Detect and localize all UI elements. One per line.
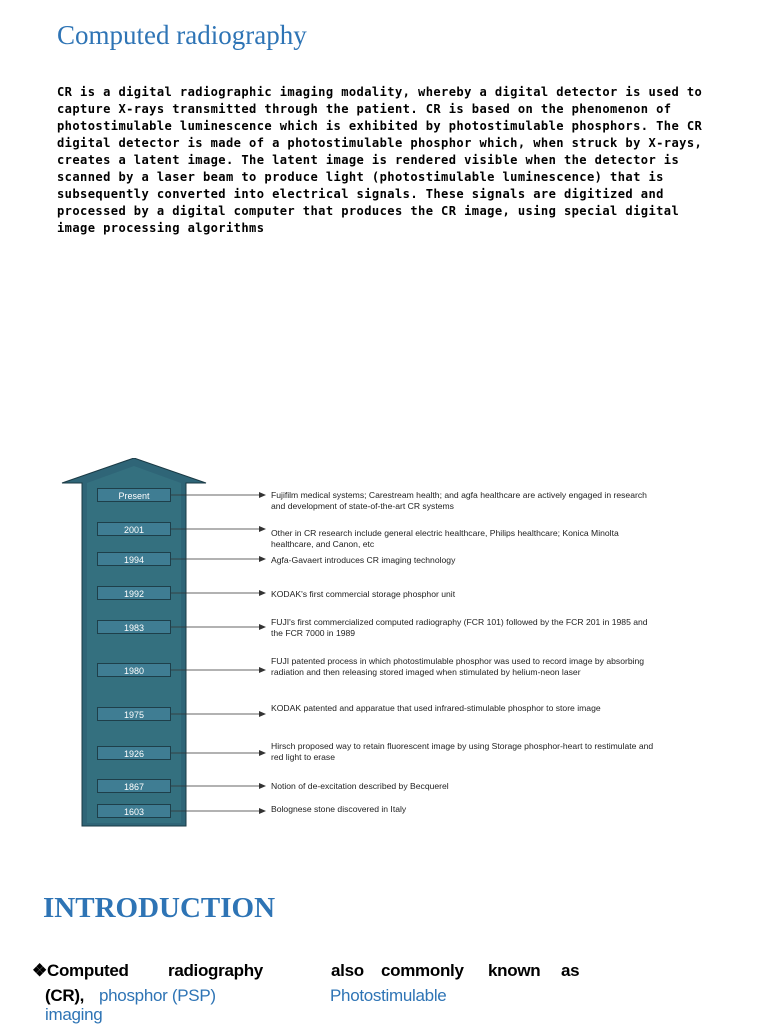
arrowhead-icon	[259, 590, 266, 596]
arrowhead-icon	[259, 750, 266, 756]
bullet-link: phosphor (PSP)	[99, 986, 216, 1005]
arrowhead-icon	[259, 624, 266, 630]
arrowhead-icon	[259, 667, 266, 673]
timeline-year-box: 1994	[97, 552, 171, 566]
timeline-year-box: 1926	[97, 746, 171, 760]
bullet-marker-icon: ❖	[32, 961, 47, 980]
timeline-year-box: Present	[97, 488, 171, 502]
timeline-event-text: Notion of de-excitation described by Becquerel	[271, 781, 449, 791]
arrowhead-icon	[259, 556, 266, 562]
timeline-year-box: 1980	[97, 663, 171, 677]
bullet-text: known	[488, 961, 541, 980]
timeline-year-box: 1603	[97, 804, 171, 818]
page-title: Computed radiography	[57, 20, 307, 50]
bullet-link: imaging	[45, 1005, 103, 1024]
cr-timeline-figure	[57, 458, 657, 828]
arrowhead-icon	[259, 492, 266, 498]
bullet-link: Photostimulable	[330, 986, 447, 1005]
bullet-text: Computed	[47, 961, 129, 980]
bullet-text: commonly	[381, 961, 464, 980]
timeline-year-box: 1983	[97, 620, 171, 634]
timeline-event-text: KODAK's first commercial storage phosphor unit	[271, 589, 456, 599]
timeline-event-text: KODAK patented and apparatue that used infrared-stimulable phosphor to store image	[271, 703, 601, 713]
timeline-event-text: FUJI patented process in which photostimulable phosphor was used to record image by absorbing radiation and then releasing stored imaged when stimulated by helium-neon laser	[271, 656, 645, 677]
timeline-event-text: Agfa-Gavaert introduces CR imaging technology	[271, 555, 456, 565]
timeline-year-box: 1975	[97, 707, 171, 721]
bullet-text: radiography	[168, 961, 263, 980]
arrowhead-icon	[259, 711, 266, 717]
timeline-year-box: 2001	[97, 522, 171, 536]
timeline-year-box: 1992	[97, 586, 171, 600]
arrowhead-icon	[259, 808, 266, 814]
timeline-event-text: Fujifilm medical systems; Carestream health; and agfa healthcare are actively engaged in research and development of state-of-the-art CR systems	[271, 490, 647, 511]
timeline-arrow-graphic	[57, 458, 657, 828]
intro-paragraph: CR is a digital radiographic imaging modality, whereby a digital detector is used to capture X-rays transmitted through the patient. CR is based on the phenomenon of photostimulable luminescence which is exhibited by photostimulable phosphors. The CR digital detector is made of a photostimulable phosphor which, when struck by X-rays, creates a latent image. The latent image is rendered visible when the detector is scanned by a laser beam to produce light (photostimulable luminescence) that is subsequently converted into electrical signals. These signals are digitized and processed by a digital computer that produces the CR image, using special digital image processing algorithms	[57, 85, 703, 235]
bullet-text: as	[561, 961, 580, 980]
section-heading: INTRODUCTION	[43, 892, 276, 924]
timeline-event-text: Other in CR research include general electric healthcare, Philips healthcare; Konica Minolta healthcare, and Canon, etc	[271, 528, 619, 549]
timeline-event-text: FUJI's first commercialized computed radiography (FCR 101) followed by the FCR 201 in 1985 and the FCR 7000 in 1989	[271, 617, 648, 638]
timeline-event-text: Bolognese stone discovered in Italy	[271, 804, 407, 814]
timeline-year-box: 1867	[97, 779, 171, 793]
bullet-text: (CR),	[45, 986, 85, 1005]
arrowhead-icon	[259, 783, 266, 789]
timeline-event-text: Hirsch proposed way to retain fluorescent image by using Storage phosphor-heart to restimulate and red light to erase	[271, 741, 654, 762]
arrowhead-icon	[259, 526, 266, 532]
bullet-text: also	[331, 961, 364, 980]
